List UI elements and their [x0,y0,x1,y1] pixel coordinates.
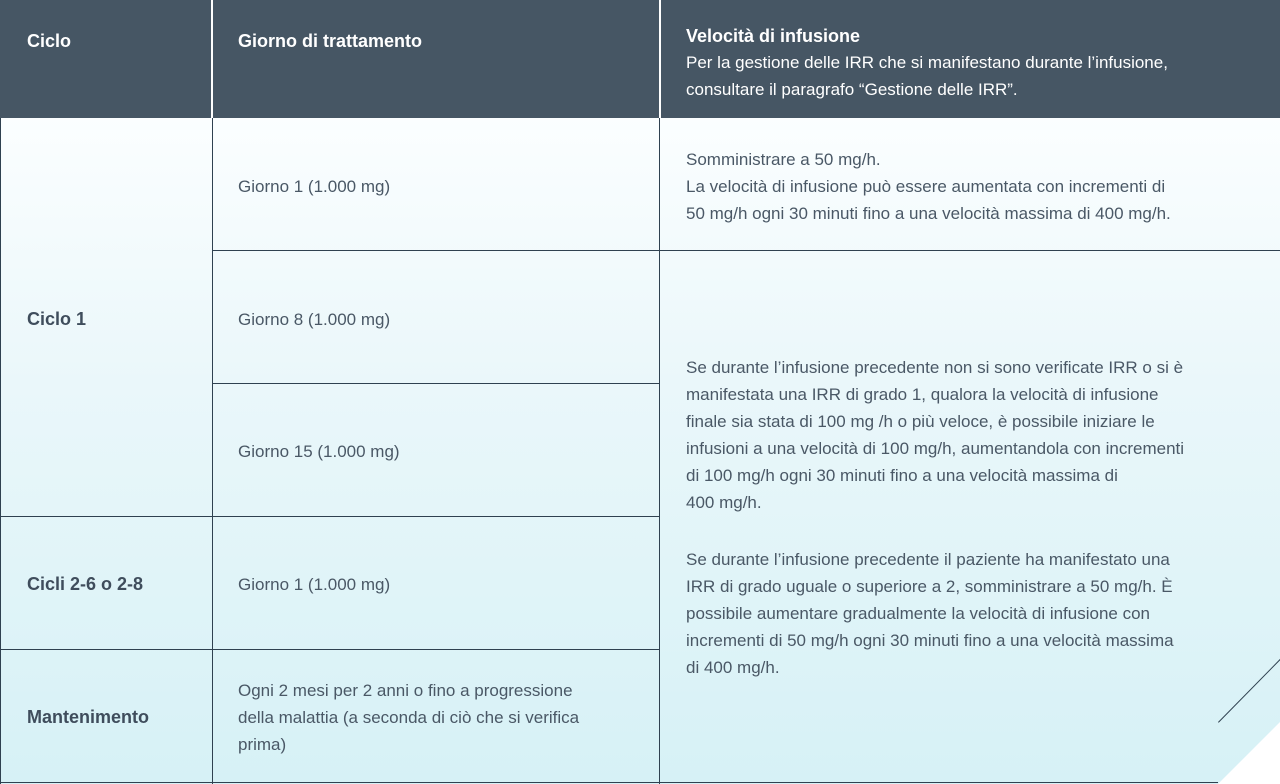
header-separator [211,0,213,118]
text-line: incrementi di 50 mg/h ogni 30 minuti fino a una velocità massima [686,631,1174,650]
header-separator [659,0,661,118]
header-infusion-note-line: Per la gestione delle IRR che si manifestano durante l’infusione, [686,53,1168,72]
text-line: Ogni 2 mesi per 2 anni o fino a progressione [238,681,573,700]
text-line: finale sia stata di 100 mg /h o più veloce, è possibile iniziare le [686,412,1155,431]
column-divider [659,118,660,784]
cycle-label-cycles-2-6-or-2-8: Cicli 2-6 o 2-8 [27,574,144,594]
text-line: IRR di grado uguale o superiore a 2, somministrare a 50 mg/h. È [686,577,1173,596]
row-divider [0,649,659,650]
row-divider [0,516,659,517]
text-line: di 400 mg/h. [686,658,780,677]
treatment-day-cell: Giorno 1 (1.000 mg) [238,575,391,594]
text-line: Se durante l’infusione precedente non si sono verificate IRR o si è [686,358,1184,377]
infusion-rate-subsequent-no-irr [686,354,1261,516]
table-bottom-border [0,782,1218,783]
treatment-day-cell: Giorno 8 (1.000 mg) [238,310,391,329]
header-infusion-note-line: consultare il paragrafo “Gestione delle IRR”. [686,80,1018,99]
text-line: infusioni a una velocità di 100 mg/h, aumentandola con incrementi [686,439,1185,458]
treatment-day-cell: Giorno 1 (1.000 mg) [238,177,391,196]
text-line: prima) [238,735,287,754]
header-infusion-rate: Velocità di infusione [686,26,861,46]
cycle-label-cycle-1: Ciclo 1 [27,309,87,329]
header-treatment-day: Giorno di trattamento [238,31,422,51]
text-line: La velocità di infusione può essere aumentata con incrementi di [686,177,1166,196]
cycle-label-maintenance: Mantenimento [27,707,150,727]
table-left-border [0,118,1,784]
header-cycle: Ciclo [27,31,72,51]
treatment-day-cell: Giorno 15 (1.000 mg) [238,442,400,461]
text-line: 400 mg/h. [686,493,762,512]
text-line: Somministrare a 50 mg/h. [686,150,881,169]
infusion-rate-subsequent-irr-grade-2 [686,546,1261,681]
text-line: manifestata una IRR di grado 1, qualora la velocità di infusione [686,385,1159,404]
treatment-day-cell-maintenance [238,677,579,758]
text-line: di 100 mg/h ogni 30 minuti fino a una velocità massima di [686,466,1118,485]
text-line: 50 mg/h ogni 30 minuti fino a una velocità massima di 400 mg/h. [686,204,1171,223]
infusion-rate-first [686,146,1261,227]
text-line: Se durante l’infusione precedente il paziente ha manifestato una [686,550,1170,569]
row-divider [212,250,1280,251]
text-line: della malattia (a seconda di ciò che si verifica [238,708,580,727]
row-divider [212,383,659,384]
column-divider [212,118,213,784]
text-line: possibile aumentare gradualmente la velocità di infusione con [686,604,1151,623]
